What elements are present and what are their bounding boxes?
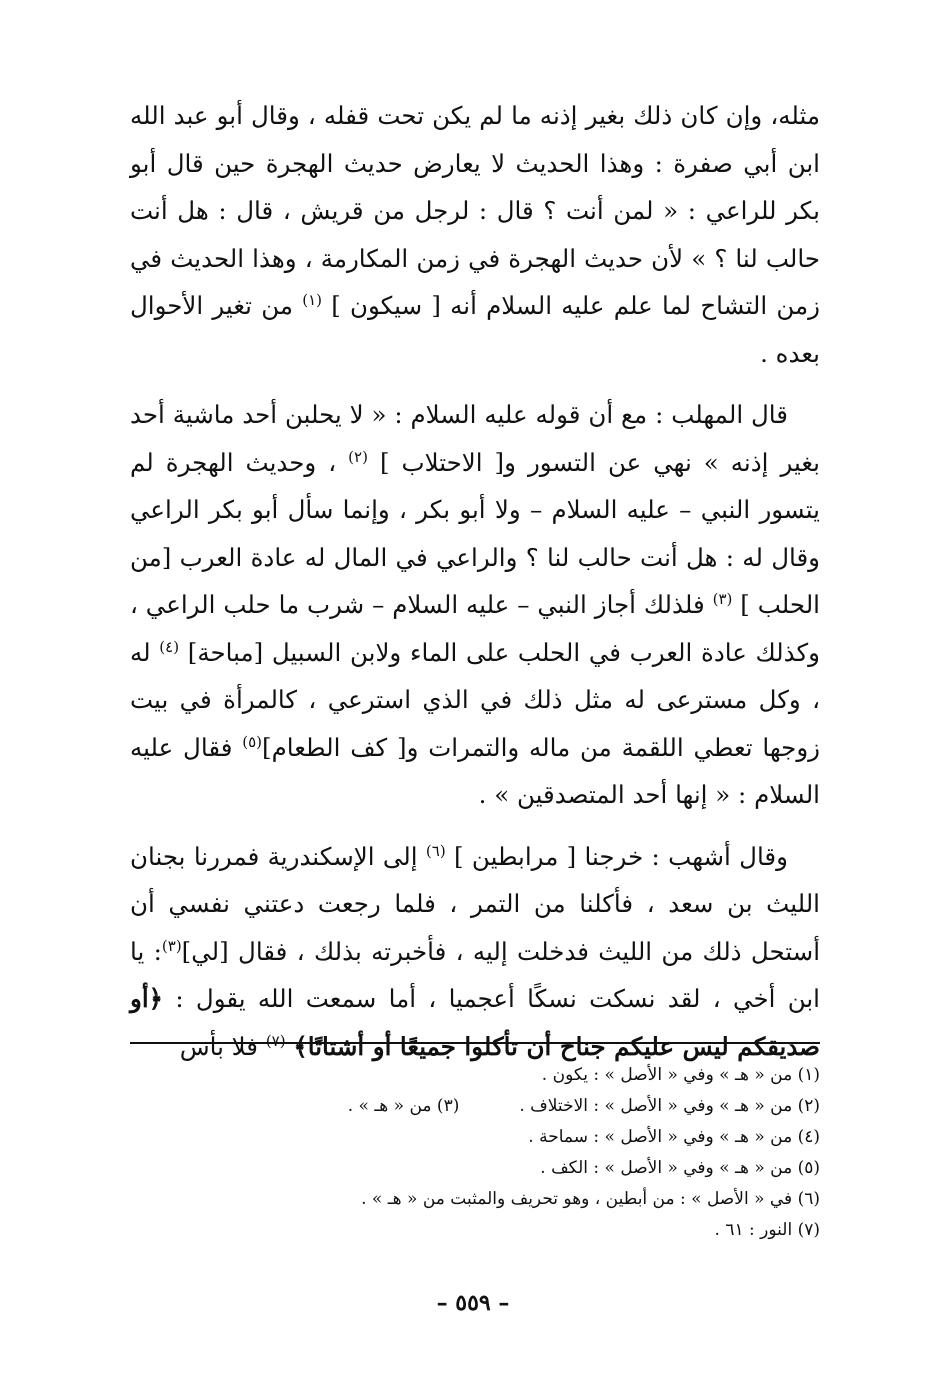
text-segment: وقال أشهب : خرجنا [ مرابطين ] [445, 841, 788, 871]
footnote [130, 1184, 820, 1215]
footnote-text: (٦) في « الأصل » : من أبطين ، وهو تحريف والمثبت من « هـ » . [361, 1189, 820, 1209]
footnote [130, 1122, 820, 1153]
footnote-marker: (٥) [242, 732, 263, 751]
text-segment: له ، وكل مسترعى له مثل ذلك في الذي استرعي ، كالمرأة في بيت زوجها تعطي اللقمة من ماله والتمرات و[ كف الطعام] [130, 637, 820, 762]
footnote-text: (١) من « هـ » وفي « الأصل » : يكون . [541, 1065, 820, 1085]
footnote [130, 1215, 820, 1246]
footnote-marker: (٦) [425, 841, 446, 860]
footnote-marker: (٧) [265, 1031, 286, 1050]
page-number: – ٥٥٩ – [436, 1290, 510, 1316]
footnotes [130, 1060, 820, 1246]
text-segment: فلا بأس [179, 1031, 266, 1061]
text-segment: فقال عليه السلام : « إنها أحد المتصدقين » . [130, 732, 820, 809]
text-segment: فلذلك أجاز النبي – عليه السلام – شرب ما حلب الراعي ، وكذلك عادة العرب في الحلب على الماء ولابن السبيل [مباحة] [130, 590, 820, 667]
text-segment: ، وحديث الهجرة لم يتسور النبي – عليه السلام – ولا أبو بكر ، وإنما سأل أبو بكر الراعي وقال له : هل أنت حالب لنا ؟ والراعي في المال له عادة العرب [من الحلب ] [130, 447, 820, 619]
footnote [130, 1091, 820, 1122]
footnote [130, 1060, 820, 1091]
footnote [130, 1153, 820, 1184]
paragraph [130, 833, 820, 1071]
footnote-text: (٥) من « هـ » وفي « الأصل » : الكف . [540, 1158, 820, 1178]
paragraph [130, 92, 820, 377]
text-segment: : يا ابن أخي ، لقد نسكت نسكًا أعجميا ، أما سمعت الله يقول : [130, 936, 820, 1013]
paragraph [130, 391, 820, 819]
footnote-text: (٢) من « هـ » وفي « الأصل » : الاختلاف . [519, 1096, 820, 1116]
footnote-marker: (٣) [161, 936, 182, 955]
quran-quote: ﴿أو صديقكم ليس عليكم جناح أن تأكلوا جميعًا أو أشتاتًا﴾ [130, 984, 820, 1061]
text-segment: قال المهلب : مع أن قوله عليه السلام : « لا يحلبن أحد ماشية أحد بغير إذنه » نهي عن التسور و[ الاحتلاب ] [130, 400, 821, 477]
text-segment: من تغير الأحوال بعده . [130, 291, 820, 368]
footnote-separator [130, 1042, 820, 1044]
footnote-marker: (٤) [159, 637, 180, 656]
footnote-text: (٧) النور : ٦١ . [714, 1220, 820, 1240]
text-segment: مثله، وإن كان ذلك بغير إذنه ما لم يكن تحت قفله ، وقال أبو عبد الله ابن أبي صفرة : وهذا الحديث لا يعارض حديث الهجرة حين قال أبو بكر للراعي : « لمن أنت ؟ قال : لرجل من قريش ، قال : هل أنت حالب لنا ؟ » لأن حديث الهجرة في زمن المكارمة ، وهذا الحديث في زمن التشاح لما علم عليه السلام أنه [ سيكون ] [130, 101, 820, 320]
footnote-marker: (٢) [348, 447, 368, 466]
main-text [130, 92, 820, 1070]
footnote-marker: (٣) [712, 589, 733, 608]
footnote-marker: (١) [302, 290, 322, 309]
text-segment: إلى الإسكندرية فمررنا بجنان الليث بن سعد ، فأكلنا من التمر ، فلما رجعت دعتني نفسي أن أستحل ذلك من الليث فدخلت إليه ، فأخبرته بذلك ، فقال [لي] [130, 841, 821, 966]
footnote-text: (٤) من « هـ » وفي « الأصل » : سماحة . [528, 1127, 820, 1147]
footnote-text-side: (٣) من « هـ » . [347, 1096, 460, 1116]
